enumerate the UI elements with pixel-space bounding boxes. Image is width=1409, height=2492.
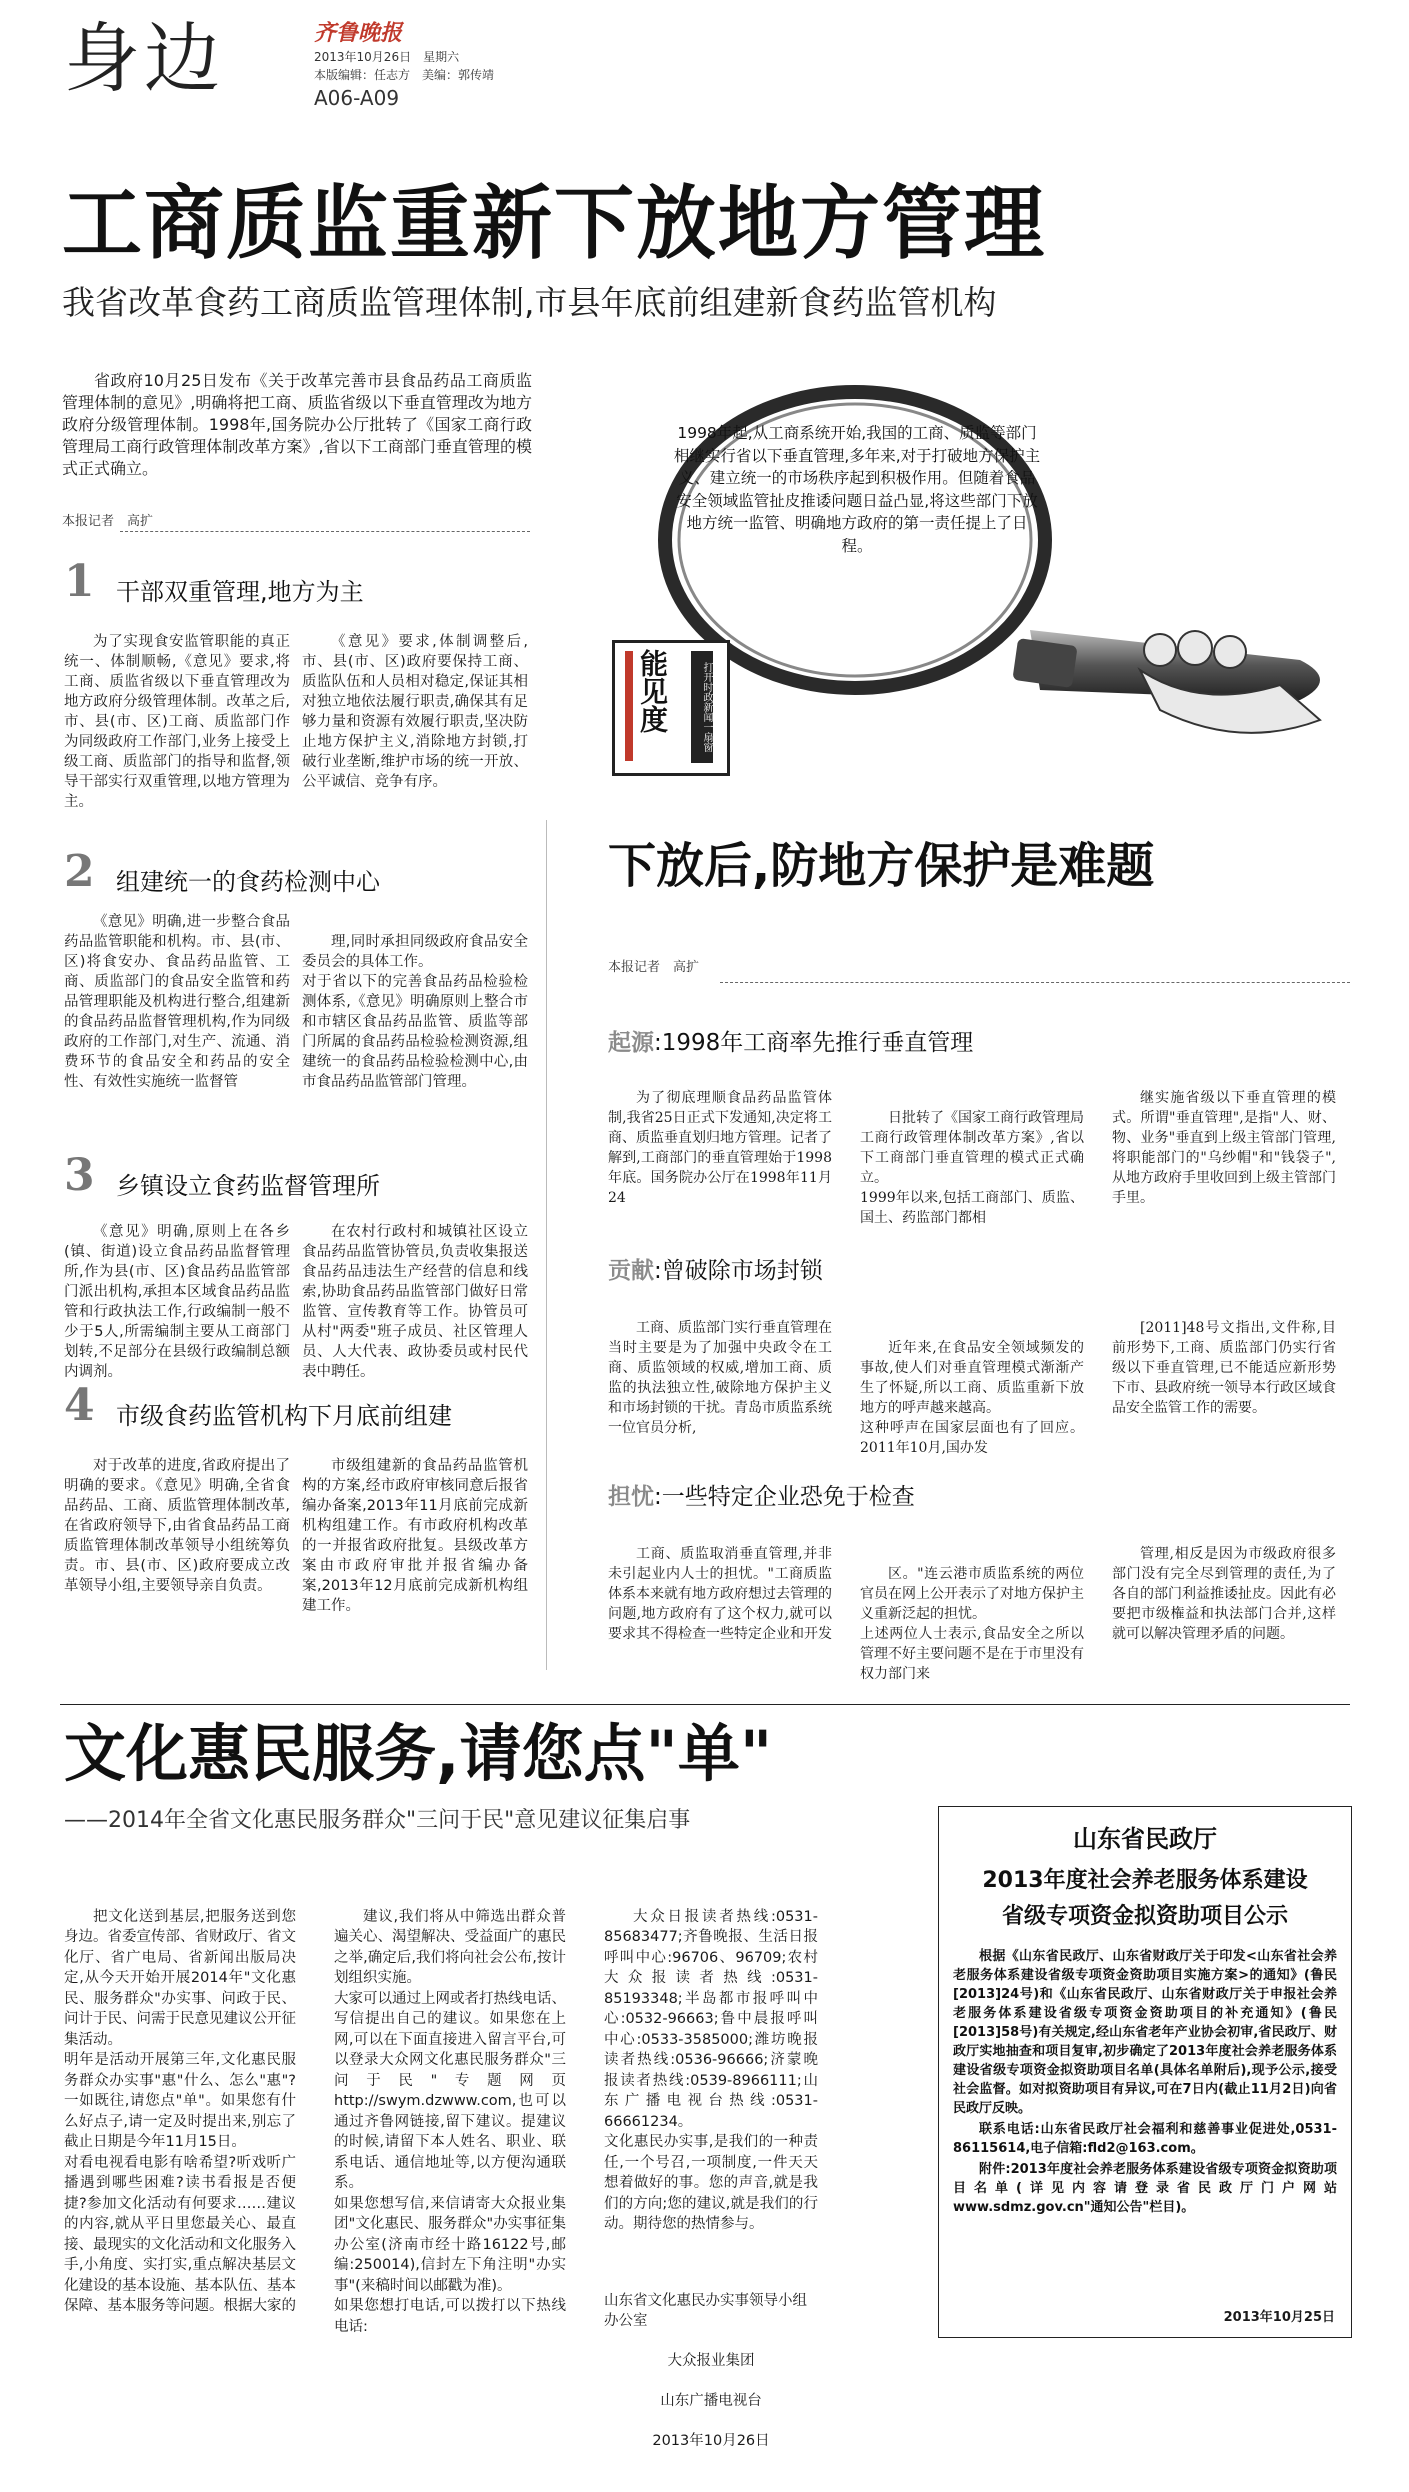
section-title: 身边 (64, 14, 224, 103)
sidebar-section-1-col-2 (860, 1088, 1084, 1250)
notice-body (953, 1947, 1337, 2217)
notice-date: 2013年10月25日 (1223, 2310, 1335, 2325)
notice-org: 山东省民政厅 (1073, 1825, 1217, 1853)
section-number-3: 3 (64, 1150, 95, 1201)
culture-text-1: 把文化送到基层,把服务送到您身边。省委宣传部、省财政厅、省文化厅、省广电局、省新闻出版局决定,从今天开始开展2014年"文化惠民、服务群众"办实事、问政于民、问计于民、问需于民意见建议公开征集活动。 明年是活动开展第三年,文化惠民服务群众办实事"惠"什么、怎么"惠"?一如既往,请您点"单"。如果您有什么好点子,请一定及时提出来,别忘了截止日期是今年11月15日。 对看电视看电影有啥希望?听戏听广播遇到哪些困难?读书看报是否便捷?参加文化活动有何要求……建议的内容,就从平日里您最关心、最直接、最现实的文化活动和文化服务入手,小角度、实打实,重点解决基层文化建设的基本设施、基本队伍、基本保障、基本服务等问题。根据大家的 (64, 1908, 296, 2314)
sidebar-section-2-title (608, 1252, 823, 1285)
sidebar-section-3-col-2 (860, 1544, 1084, 1706)
signature-line-3: 山东广播电视台 (660, 2393, 762, 2409)
section-number-2: 2 (64, 846, 95, 897)
issue-date: 2013年10月26日 星期六 (314, 50, 460, 64)
section-1-col-1 (64, 632, 290, 814)
signature-line-4: 2013年10月26日 (652, 2433, 770, 2449)
main-byline: 本报记者 高扩 (62, 514, 154, 529)
section-2-col-2 (302, 912, 528, 1114)
section-title-3: 乡镇设立食药监督管理所 (116, 1172, 380, 1200)
culture-col-2 (334, 1886, 566, 2360)
sidebar-section-3-title (608, 1478, 915, 1511)
section-number-1: 1 (64, 556, 95, 607)
lead-text: 省政府10月25日发布《关于改革完善市县食品药品工商质监管理体制的意见》,明确将把工商、质监省级以下垂直管理改为地方政府分级管理体制。1998年,国务院办公厅批转了《国家工商行政管理局工商行政管理体制改革方案》,省以下工商部门垂直管理的模式正式确立。 (62, 371, 532, 478)
sidebar-section-1-col-1 (608, 1088, 832, 1210)
culture-col-3 (604, 1886, 818, 2492)
section-1-col-2 (302, 632, 528, 794)
section-3-text-1: 《意见》明确,原则上在各乡(镇、街道)设立食品药品监督管理所,作为县(市、区)食品药品监管部门派出机构,承担本区域食品药品监管和行政执法工作,行政编制一般不少于5人,所需编制主要从工商部门划转,不足部分在县级行政编制总额内调剂。 (64, 1224, 290, 1380)
section-4-text-1: 对于改革的进度,省政府提出了明确的要求。《意见》明确,全省食品药品、工商、质监管理体制改革,在省政府领导下,由省食品药品工商质监管理体制改革领导小组统筹负责。市、县(市、区)政府要成立改革领导小组,主要领导亲自负责。 (64, 1458, 290, 1594)
notice-contact: 联系电话:山东省民政厅社会福利和慈善事业促进处,0531-86115614,电子信箱:fld2@163.com。 (953, 2122, 1337, 2156)
section-title-4: 市级食药监管机构下月底前组建 (116, 1402, 452, 1430)
callout-text (672, 422, 1042, 557)
section-3-text-2: 在农村行政村和城镇社区设立食品药品监管协管员,负责收集报送食品药品违法生产经营的信息和线索,协助食品药品监管部门做好日常监管、宣传教育等工作。协管员可从村"两委"班子成员、社区管理人员、人大代表、政协委员或村民代表中聘任。 (302, 1224, 528, 1380)
section-4-text-2: 市级组建新的食品药品监管机构的方案,经市政府审核同意后报省编办备案,2013年11月底前完成新机构组建工作。有市政府机构改革的一并报省政府批复。县级改革方案由市政府审批并报省编办备案,2013年12月底前完成新机构组建工作。 (302, 1458, 528, 1614)
sidebar-section-2-col-3 (1112, 1318, 1336, 1420)
section-4-col-1 (64, 1456, 290, 1598)
byline-divider (120, 531, 530, 532)
lead-paragraph (62, 370, 532, 482)
sidebar-section-1-heading: :1998年工商率先推行垂直管理 (654, 1030, 974, 1056)
sidebar-byline-divider (720, 982, 1350, 983)
section-2-col-1 (64, 912, 290, 1094)
sidebar-section-3-text-3: 管理,相反是因为市级政府很多部门没有完全尽到管理的责任,为了各自的部门利益推诿扯皮。因此有必要把市级権益和执法部门合并,这样就可以解决管理矛盾的问题。 (1112, 1546, 1336, 1642)
badge-red-bar (625, 651, 633, 761)
sidebar-section-1-text-2: 日批转了《国家工商行政管理局工商行政管理体制改革方案》,省以下工商部门垂直管理的模式正式确立。 1999年以来,包括工商部门、质监、国土、药监部门都相 (860, 1110, 1084, 1226)
main-headline: 工商质监重新下放地方管理 (62, 177, 1046, 270)
sidebar-section-1-text-3: 继实施省级以下垂直管理的模式。所谓"垂直管理",是指"人、财、物、业务"垂直到上级主管部门管理,将职能部门的"乌纱帽"和"钱袋子",从地方政府手里收回到上级主管部门手里。 (1112, 1090, 1336, 1206)
badge-title: 能见度 (636, 649, 669, 733)
culture-col-1 (64, 1886, 296, 2339)
notice-title-2: 省级专项资金拟资助项目公示 (1001, 1904, 1288, 1929)
sidebar-section-3-text-2: 区。"连云港市质监系统的两位官员在网上公开表示了对地方保护主义重新泛起的担忧。 上述两位人士表示,食品安全之所以管理不好主要问题不是在于市里没有权力部门来 (860, 1566, 1084, 1682)
notice-attachment: 附件:2013年度社会养老服务体系建设省级专项资金拟资助项目名单(详见内容请登录省民政厅门户网站www.sdmz.gov.cn"通知公告"栏目)。 (953, 2162, 1337, 2215)
culture-subheadline: ——2014年全省文化惠民服务群众"三问于民"意见建议征集启事 (64, 1808, 691, 1833)
sidebar-section-2-col-2 (860, 1318, 1084, 1480)
column-badge (612, 640, 730, 776)
sidebar-section-2-col-1 (608, 1318, 832, 1440)
notice-title-1: 2013年度社会养老服务体系建设 (982, 1868, 1308, 1893)
section-2-text-1: 《意见》明确,进一步整合食品药品监管职能和机构。市、县(市、区)将食安办、食品药品监管、工商、质监部门的食品安全监管和药品管理职能及机构进行整合,组建新的食品药品监督管理机构,作为同级政府的工作部门,对生产、流通、消费环节的食品安全和药品的安全性、有效性实施统一监督管 (64, 914, 290, 1090)
sidebar-headline: 下放后,防地方保护是难题 (608, 838, 1155, 894)
section-divider (60, 1704, 1350, 1705)
sidebar-section-3-col-3 (1112, 1544, 1336, 1646)
notice-body-text: 根据《山东省民政厅、山东省财政厅关于印发<山东省社会养老服务体系建设省级专项资金资助项目实施方案>的通知》(鲁民[2013]24号)和《山东省民政厅、山东省财政厅关于申报社会养老服务体系建设省级专项资金资助项目的补充通知》(鲁民[2013]58号)有关规定,经山东省老年产业协会初审,省民政厅、财政厅实地抽查和项目复审,初步确定了2013年度社会养老服务体系建设省级专项资金拟资助项目名单(具体名单附后),现予公示,接受社会监督。如对拟资助项目有异议,可在7日内(截止11月2日)向省民政厅反映。 (953, 1949, 1337, 2116)
section-3-col-1 (64, 1222, 290, 1384)
sidebar-section-1-title (608, 1024, 973, 1057)
culture-text-3: 大众日报读者热线:0531-85683477;齐鲁晚报、生活日报呼叫中心:96706、96709;农村大众报读者热线:0531-85193348;半岛都市报呼叫中心:0532-96663;鲁中晨报呼叫中心:0533-3585000;潍坊晚报读者热线:0536-96666;济蒙晚报读者热线:0539-8966111;山东广播电视台热线:0531-66661234。 文化惠民办实事,是我们的一种责任,一个号召,一项制度,一件天天想着做好的事。您的声音,就是我们的方向;您的建议,就是我们的行动。期待您的热情参与。 (604, 1908, 818, 2232)
sidebar-section-1-key: 起源 (608, 1030, 654, 1056)
section-title-1: 干部双重管理,地方为主 (116, 578, 364, 606)
sidebar-section-2-text-1: 工商、质监部门实行垂直管理在当时主要是为了加强中央政令在工商、质监领域的权威,增加工商、质监的执法独立性,破除地方保护主义和市场封锁的干扰。青岛市质监系统一位官员分析, (608, 1320, 832, 1436)
sidebar-section-3-text-1: 工商、质监取消垂直管理,并非未引起业内人士的担忧。"工商质监体系本来就有地方政府想过去管理的问题,地方政府有了这个权力,就可以要求其不得检查一些特定企业和开发 (608, 1546, 832, 1642)
sidebar-section-2-key: 贡献 (608, 1258, 654, 1284)
sidebar-section-2-text-2: 近年来,在食品安全领域频发的事故,使人们对垂直管理模式渐渐产生了怀疑,所以工商、质监重新下放地方的呼声越来越高。 这种呼声在国家层面也有了回应。2011年10月,国办发 (860, 1340, 1084, 1456)
section-number-4: 4 (64, 1380, 95, 1431)
sidebar-byline: 本报记者 高扩 (608, 960, 700, 975)
culture-signature (604, 2271, 818, 2471)
sidebar-section-3-heading: :一些特定企业恐免于检查 (654, 1484, 915, 1510)
sidebar-section-3-col-1 (608, 1544, 832, 1646)
page-editors: 本版编辑：任志方 美编：郭传靖 (314, 68, 495, 82)
culture-text-2: 建议,我们将从中筛选出群众普遍关心、渴望解决、受益面广的惠民之举,确定后,我们将向社会公布,按计划组织实施。 大家可以通过上网或者打热线电话、写信提出自己的建议。如果您在上网,可以在下面直接进入留言平台,可以登录大众网文化惠民服务群众"三问于民"专题网页http://swym.dzwww.com,也可以通过齐鲁网链接,留下建议。提建议的时候,请留下本人姓名、职业、联系电话、通信地址等,以方便沟通联系。 如果您想写信,来信请寄大众报业集团"文化惠民、服务群众"办实事征集办公室(济南市经十路16122号,邮编:250014),信封左下角注明"办实事"(来稿时间以邮戳为准)。 如果您想打电话,可以拨打以下热线电话: (334, 1908, 566, 2335)
paper-logo: 齐鲁晚报 (314, 20, 403, 46)
signature-line-2: 大众报业集团 (667, 2353, 755, 2369)
section-3-col-2 (302, 1222, 528, 1384)
column-divider (546, 820, 547, 1670)
page-range: A06-A09 (314, 86, 400, 110)
main-subheadline: 我省改革食药工商质监管理体制,市县年底前组建新食药监管机构 (62, 283, 997, 322)
sidebar-section-3-key: 担忧 (608, 1484, 654, 1510)
section-title-2: 组建统一的食药检测中心 (116, 868, 380, 896)
sidebar-section-1-col-3 (1112, 1088, 1336, 1210)
culture-headline: 文化惠民服务,请您点"单" (64, 1717, 773, 1790)
badge-subtitle: 打开时政新闻一扇窗 (691, 651, 713, 763)
section-4-col-2 (302, 1456, 528, 1618)
section-1-text-2: 《意见》要求,体制调整后,市、县(市、区)政府要保持工商、质监队伍和人员相对稳定,保证其相对独立地依法履行职责,确保其有足够力量和资源有效履行职责,坚决防止地方保护主义,消除地方封锁,打破行业垄断,维护市场的统一开放、公平诚信、竞争有序。 (302, 634, 528, 790)
sidebar-section-2-heading: :曾破除市场封锁 (654, 1258, 823, 1284)
signature-line-1: 山东省文化惠民办实事领导小组办公室 (604, 2293, 807, 2329)
sidebar-section-2-text-3: [2011]48号文指出,文件称,目前形势下,工商、质监部门仍实行省级以下垂直管理,已不能适应新形势下市、县政府统一领导本行政区域食品安全监管工作的需要。 (1112, 1320, 1336, 1416)
section-2-text-2: 理,同时承担同级政府食品安全委员会的具体工作。 对于省以下的完善食品药品检验检测体系,《意见》明确原则上整合市和市辖区食品药品监管、质监等部门所属的食品药品检验检测资源,组建统一的食品药品检验检测中心,由市食品药品监管部门管理。 (302, 934, 528, 1090)
section-1-text-1: 为了实现食安监管职能的真正统一、体制顺畅,《意见》要求,将工商、质监省级以下垂直管理改为地方政府分级管理体制。改革之后,市、县(市、区)工商、质监部门作为同级政府工作部门,业务上接受上级工商、质监部门的指导和监督,领导干部实行双重管理,以地方管理为主。 (64, 634, 290, 810)
notice-box (938, 1806, 1352, 2338)
callout-body: 1998年起,从工商系统开始,我国的工商、质监等部门相继实行省以下垂直管理,多年来,对于打破地方保护主义、建立统一的市场秩序起到积极作用。但随着食品安全领域监管扯皮推诿问题日益凸显,将这些部门下放地方统一监管、明确地方政府的第一责任提上了日程。 (673, 424, 1041, 555)
sidebar-section-1-text-1: 为了彻底理顺食品药品监管体制,我省25日正式下发通知,决定将工商、质监垂直划归地方管理。记者了解到,工商部门的垂直管理始于1998年底。国务院办公厅在1998年11月24 (608, 1090, 832, 1206)
